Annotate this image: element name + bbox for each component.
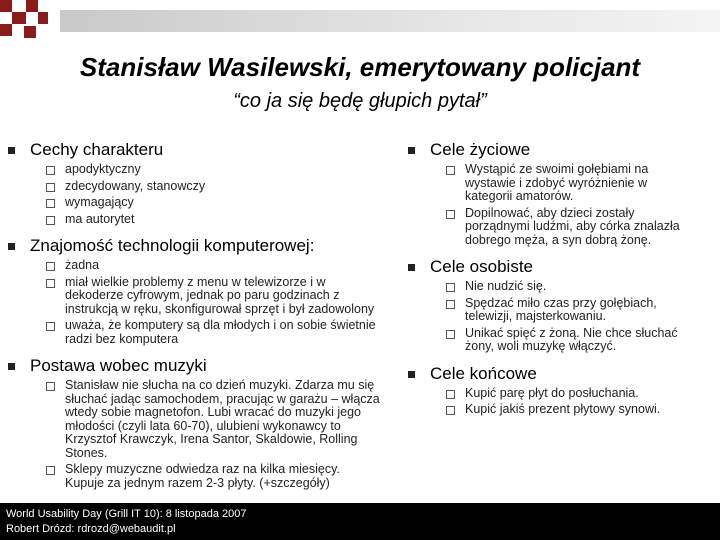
checkbox-bullet-icon [46,183,55,192]
section-heading: Cechy charakteru [30,140,164,159]
checkbox-bullet-icon [46,382,55,391]
section-personal-goals [406,257,696,354]
deco-square [24,26,36,38]
slide-title: Stanisław Wasilewski, emerytowany policjant [79,52,641,82]
list-item: Stanisław nie słucha na co dzień muzyki. Zdarza mu się słuchać jadąc samochodem, pracując w garażu – włącza wtedy sobie magnetofon. Lubi wracać do muzyki jego młodości (czyli lata 60-70), ulubieni wykonawcy to Krzysztof Krawczyk, Irena Santor, Skaldowie, Rolling Stones. [46,379,382,460]
left-column [6,140,382,500]
deco-square [26,0,38,12]
slide-subtitle: “co ja się będę głupich pytał” [233,90,487,112]
deco-square [0,24,12,36]
section-heading: Postawa wobec muzyki [30,356,207,375]
checkbox-bullet-icon [46,199,55,208]
footer [0,503,720,540]
list-item: Nie nudzić się. [446,280,696,294]
square-bullet-icon [408,147,415,154]
list-item: zdecydowany, stanowczy [46,180,382,194]
section-character [6,140,382,226]
list-item: żadna [46,259,382,273]
checkbox-bullet-icon [46,166,55,175]
header-gradient-band [60,10,720,32]
header-decoration [0,0,720,38]
square-bullet-icon [408,264,415,271]
list-item: apodyktyczny [46,163,382,177]
list-item: Kupić jakiś prezent płytowy synowi. [446,403,696,417]
checkbox-bullet-icon [446,210,455,219]
square-bullet-icon [408,371,415,378]
deco-square [38,12,48,24]
section-end-goals [406,364,696,417]
list-item: Unikać spięć z żoną. Nie chce słuchać żony, woli muzykę włączyć. [446,327,696,354]
list-item: wymagający [46,196,382,210]
checkbox-bullet-icon [46,466,55,475]
section-music-attitude [6,356,382,490]
list-item: Spędzać miło czas przy gołębiach, telewizji, majsterkowaniu. [446,297,696,324]
checkbox-bullet-icon [446,300,455,309]
list-item: miał wielkie problemy z menu w telewizorze i w dekoderze cyfrowym, jednak po paru godzinach z instrukcją w ręku, skonfigurował sprzęt i był zadowolony [46,276,382,317]
footer-event-line: World Usability Day (Grill IT 10): 8 listopada 2007 [6,508,247,520]
section-tech-knowledge [6,236,382,346]
section-heading: Cele osobiste [430,257,534,276]
square-bullet-icon [8,243,15,250]
checkbox-bullet-icon [46,216,55,225]
checkbox-bullet-icon [46,279,55,288]
square-bullet-icon [8,363,15,370]
list-item: Sklepy muzyczne odwiedza raz na kilka miesięcy. Kupuje za jednym razem 2-3 płyty. (+szczegóły) [46,463,382,490]
section-life-goals [406,140,696,247]
section-heading: Cele życiowe [430,140,531,159]
deco-square [12,12,26,24]
square-bullet-icon [8,147,15,154]
list-item: Kupić parę płyt do posłuchania. [446,387,696,401]
checkbox-bullet-icon [46,262,55,271]
checkbox-bullet-icon [46,322,55,331]
list-item: ma autorytet [46,213,382,227]
list-item: Dopilnować, aby dzieci zostały porządnymi ludźmi, aby córka znalazła dobrego męża, a syn dobrą żonę. [446,207,696,248]
right-column [406,140,696,427]
section-heading: Znajomość technologii komputerowej: [30,236,315,255]
section-heading: Cele końcowe [430,363,537,383]
list-item: Wystąpić ze swoimi gołębiami na wystawie i zdobyć wyróżnienie w kategorii amatorów. [446,163,696,204]
deco-square [0,0,12,12]
checkbox-bullet-icon [446,406,455,415]
checkbox-bullet-icon [446,390,455,399]
checkbox-bullet-icon [446,330,455,339]
footer-author-line: Robert Drózd: rdrozd@webaudit.pl [6,523,176,535]
checkbox-bullet-icon [446,166,455,175]
list-item: uważa, że komputery są dla młodych i on sobie świetnie radzi bez komputera [46,319,382,346]
checkbox-bullet-icon [446,283,455,292]
